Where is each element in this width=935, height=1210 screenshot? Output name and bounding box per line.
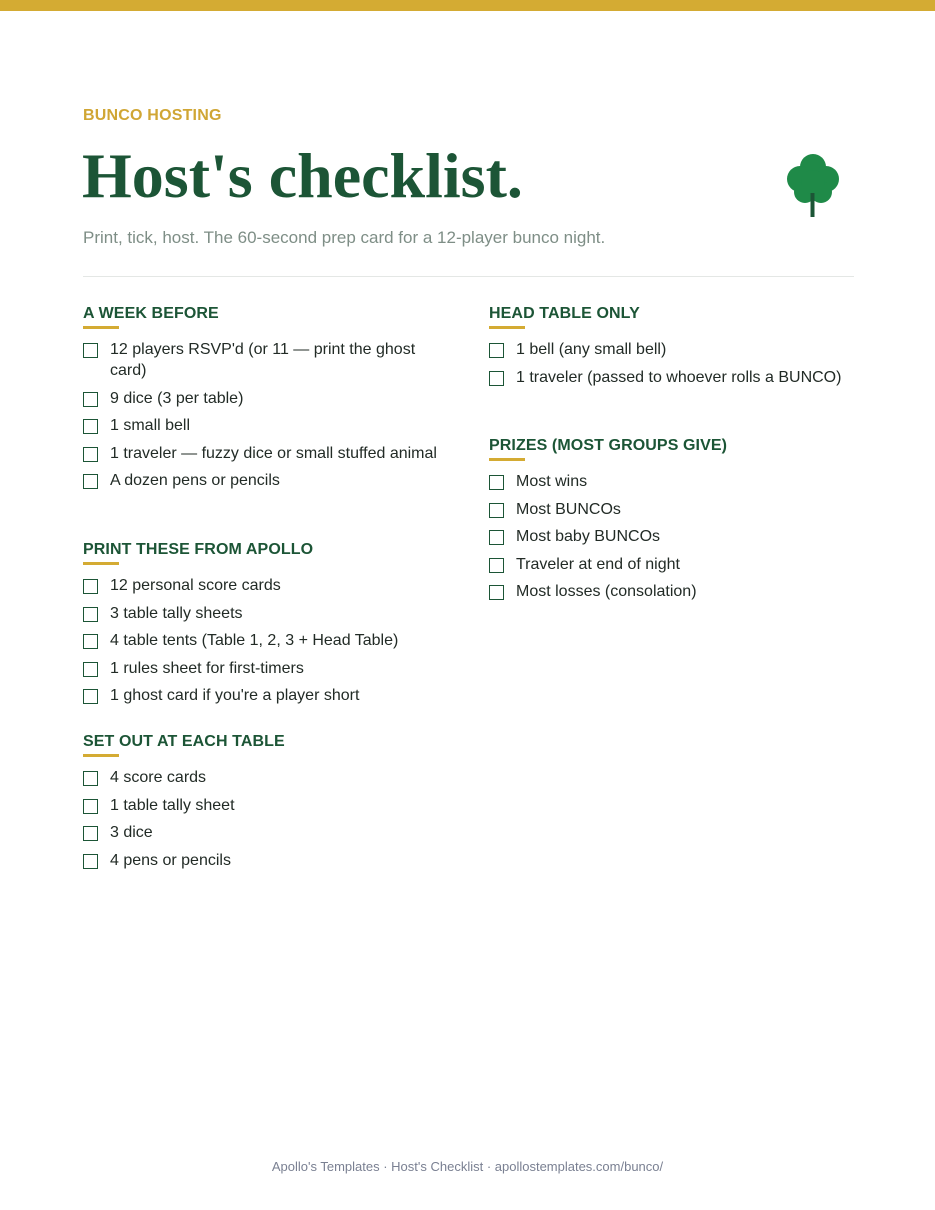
checklist-item [83,795,453,816]
checklist [83,767,453,871]
item-label: 4 pens or pencils [110,851,231,869]
checklist-item [489,471,854,492]
checkbox[interactable] [489,503,504,518]
item-label: 1 table tally sheet [110,796,235,814]
checkbox[interactable] [83,771,98,786]
checkbox[interactable] [83,343,98,358]
checklist-item [83,415,453,436]
checklist-item [83,630,453,651]
section-heading: SET OUT AT EACH TABLE [83,733,285,750]
section-underline [489,458,525,461]
checkbox[interactable] [83,689,98,704]
checklist-item [83,850,453,871]
item-label: Traveler at end of night [516,555,680,573]
checkbox[interactable] [83,419,98,434]
checkbox[interactable] [489,558,504,573]
header-divider [83,276,854,277]
item-label: 1 small bell [110,417,191,434]
checklist-item [83,685,453,706]
item-label: 4 score cards [110,769,207,786]
item-label: 3 table tally sheets [110,604,243,622]
checkbox[interactable] [83,854,98,869]
item-label: 9 dice (3 per table) [110,389,244,407]
checklist [489,471,854,602]
top-accent-bar [0,0,935,11]
checklist-item [83,603,453,624]
section-heading: HEAD TABLE ONLY [489,305,640,322]
section-set-out-each-table [83,732,453,877]
item-label: Most baby BUNCOs [516,528,661,545]
item-label: 12 personal score cards [110,577,281,594]
checkbox[interactable] [489,585,504,600]
checkbox[interactable] [83,826,98,841]
checklist-item [83,388,453,409]
section-heading: PRIZES (MOST GROUPS GIVE) [489,437,728,454]
item-label: 1 rules sheet for first-timers [110,659,304,677]
item-label: 1 traveler — fuzzy dice or small stuffed animal [110,444,437,462]
item-label: Most BUNCOs [516,500,621,518]
checklist-item [83,339,453,381]
checklist-item [83,822,453,843]
eyebrow-label: BUNCO HOSTING [83,107,222,124]
checkbox[interactable] [83,799,98,814]
page-footer: Apollo's Templates · Host's Checklist · apollostemplates.com/bunco/ [271,1159,664,1174]
section-head-table-only [489,304,854,394]
section-underline [489,326,525,329]
item-label: 1 ghost card if you're a player short [110,687,360,704]
item-label: 3 dice [110,824,153,841]
item-label: A dozen pens or pencils [110,472,280,489]
item-label: 1 bell (any small bell) [516,341,667,358]
checklist-item [489,367,854,388]
item-label: 1 traveler (passed to whoever rolls a BUNCO) [516,368,842,386]
clover-icon [779,149,847,219]
checkbox[interactable] [489,475,504,490]
checklist [83,339,453,491]
checkbox[interactable] [83,579,98,594]
checklist-item [83,575,453,596]
checkbox[interactable] [489,343,504,358]
section-underline [83,326,119,329]
checklist-item [489,526,854,547]
checklist-item [489,554,854,575]
checklist [489,339,854,388]
item-label: 12 players RSVP'd (or 11 — print the ghost card) [110,341,416,379]
page-subtitle: Print, tick, host. The 60-second prep card for a 12-player bunco night. [83,228,606,247]
checklist-item [489,581,854,602]
checklist [83,575,453,706]
section-heading: PRINT THESE FROM APOLLO [83,541,314,558]
checkbox[interactable] [83,662,98,677]
checkbox[interactable] [83,447,98,462]
section-a-week-before [83,304,453,498]
checklist-item [83,470,453,491]
checklist-item [83,443,453,464]
checkbox[interactable] [489,530,504,545]
checkbox[interactable] [83,474,98,489]
checklist-item [83,658,453,679]
item-label: Most losses (consolation) [516,583,697,600]
checklist-item [489,339,854,360]
item-label: Most wins [516,473,588,490]
checkbox[interactable] [83,607,98,622]
section-underline [83,754,119,757]
section-print-from-apollo [83,540,453,713]
section-heading: A WEEK BEFORE [83,305,219,322]
section-prizes [489,436,854,609]
checklist-item [489,499,854,520]
checkbox[interactable] [83,392,98,407]
item-label: 4 table tents (Table 1, 2, 3 + Head Table) [110,632,399,649]
section-underline [83,562,119,565]
page-title: Host's checklist. [82,140,523,211]
checkbox[interactable] [489,371,504,386]
checkbox[interactable] [83,634,98,649]
checklist-item [83,767,453,788]
